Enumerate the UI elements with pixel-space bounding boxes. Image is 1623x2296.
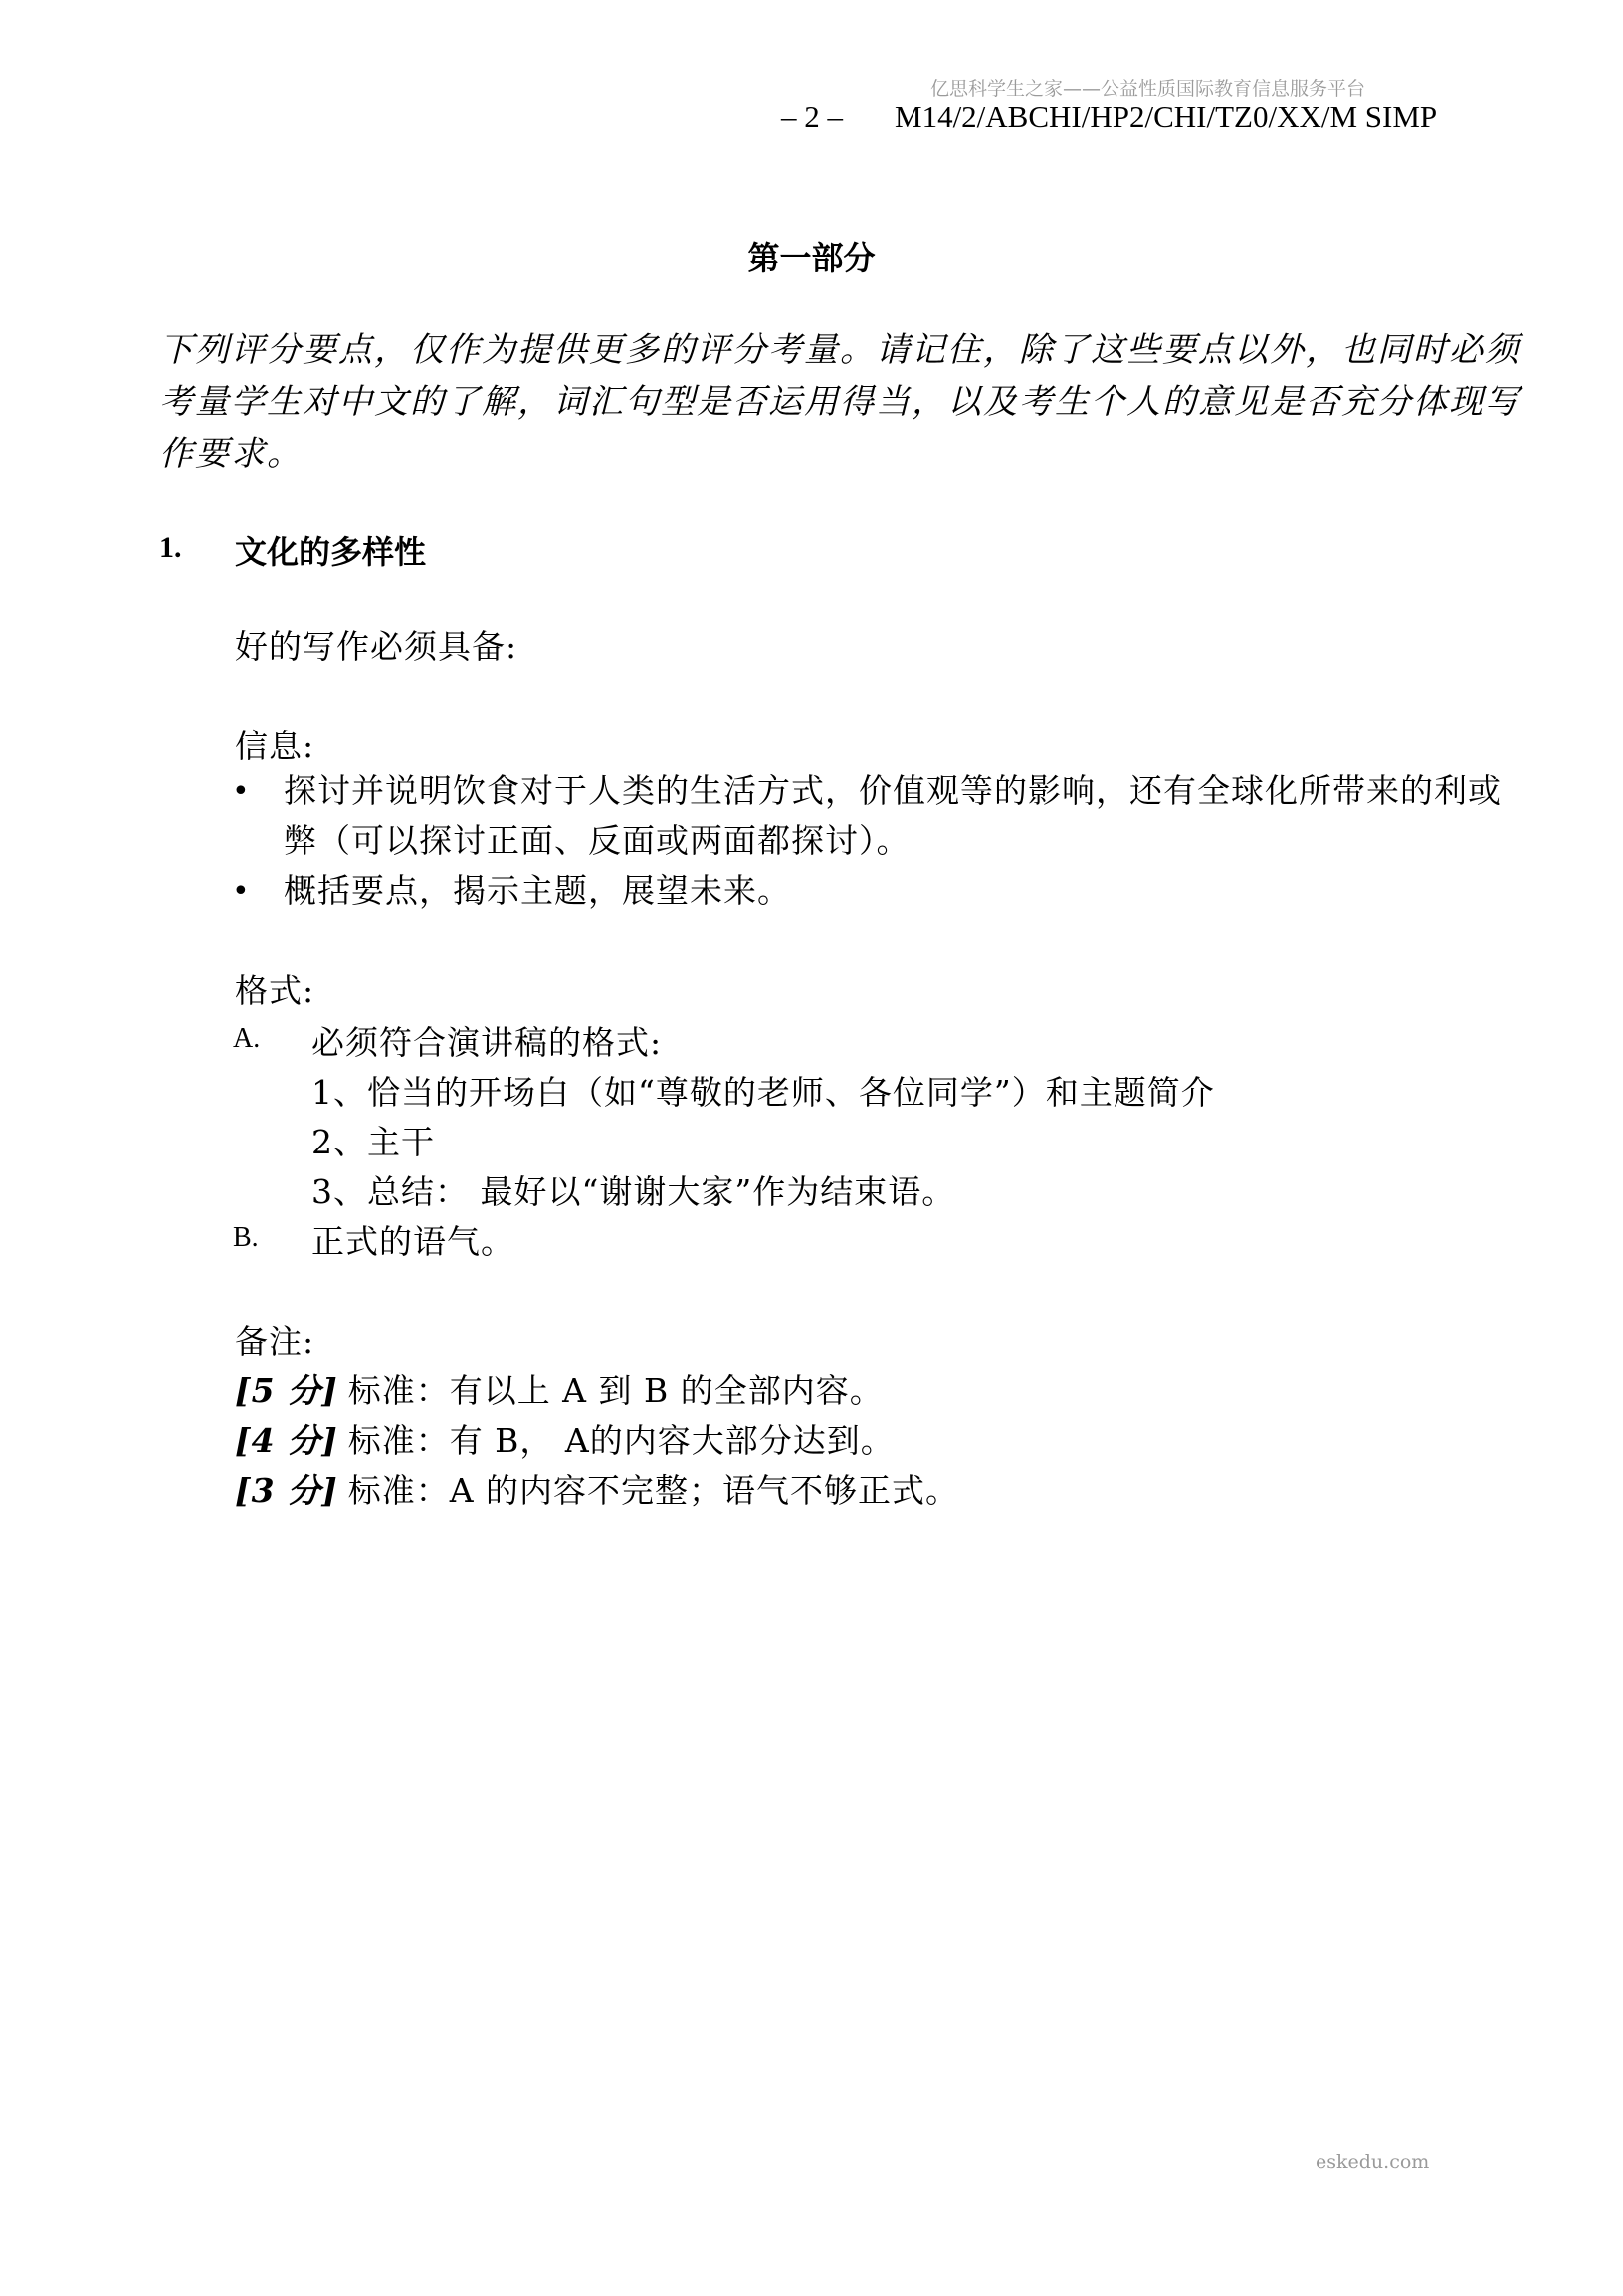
format-a-letter: A. (233, 1023, 261, 1054)
requirement-text: 好的写作必须具备: (235, 627, 518, 666)
score-line-4 (235, 1415, 895, 1462)
format-b-letter: B. (233, 1222, 259, 1253)
info-bullet-1: 探讨并说明饮食对于人类的生活方式，价值观等的影响，还有全球化所带来的利或弊（可以探讨正面、反面或两面都探讨）。 (284, 771, 1502, 860)
question-number: 1. (159, 531, 182, 564)
format-a-subitem-2: 2、主干 (311, 1123, 435, 1161)
score-text-5: 标准：有以上 A 到 B 的全部内容。 (347, 1371, 884, 1410)
score-text-3: 标准：A 的内容不完整；语气不够正式。 (347, 1471, 960, 1510)
score-line-3 (235, 1465, 959, 1512)
notes-label: 备注: (235, 1322, 315, 1360)
watermark-bottom: eskedu.com (1316, 2151, 1430, 2173)
score-tag-5: [5 分] (235, 1371, 338, 1410)
score-tag-3: [3 分] (235, 1471, 338, 1510)
format-a-subitem-3: 3、总结： 最好以“谢谢大家”作为结束语。 (311, 1172, 956, 1211)
score-tag-4: [4 分] (235, 1421, 338, 1460)
score-text-4: 标准：有 B， A的内容大部分达到。 (347, 1421, 895, 1460)
bullet-icon: • (232, 774, 250, 809)
format-a-subitem-1: 1、恰当的开场白（如“尊敬的老师、各位同学”）和主题简介 (311, 1073, 1215, 1112)
section-title: 第一部分 (747, 239, 876, 277)
exam-code: M14/2/ABCHI/HP2/CHI/TZ0/XX/M SIMP (895, 100, 1438, 134)
format-b-text: 正式的语气。 (311, 1222, 514, 1261)
info-bullet-2: 概括要点，揭示主题，展望未来。 (284, 871, 791, 910)
info-label: 信息: (235, 727, 315, 765)
watermark-top: 亿思科学生之家——公益性质国际教育信息服务平台 (930, 78, 1366, 100)
format-a-text: 必须符合演讲稿的格式: (311, 1023, 663, 1062)
bullet-icon: • (232, 874, 250, 909)
format-label: 格式: (235, 971, 315, 1010)
intro-paragraph: 下列评分要点，仅作为提供更多的评分考量。请记住，除了这些要点以外，也同时必须考量学生对中文的了解，词汇句型是否运用得当，以及考生个人的意见是否充分体现写作要求。 (159, 330, 1521, 474)
score-line-5 (235, 1365, 884, 1412)
page-number: – 2 – (781, 100, 843, 134)
question-title: 文化的多样性 (235, 533, 427, 571)
page-header (781, 100, 1437, 135)
